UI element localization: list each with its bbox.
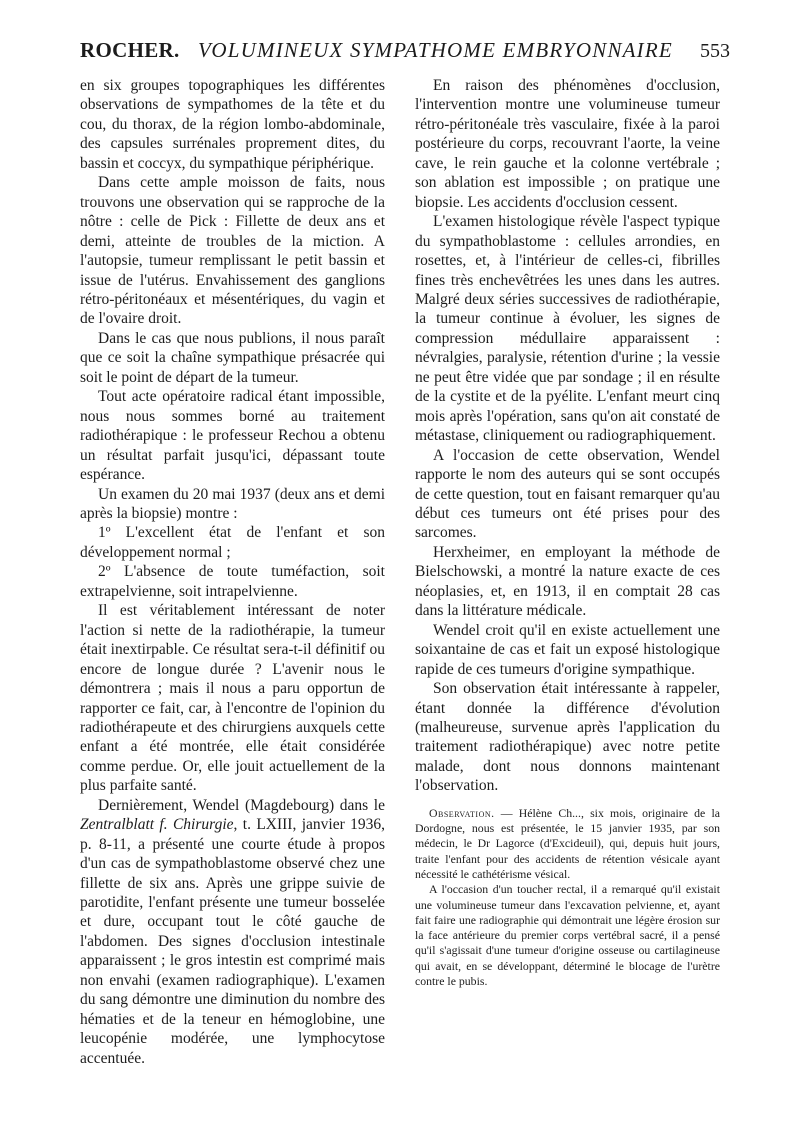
paragraph-examination-1937: Un examen du 20 mai 1937 (deux ans et demi après la biopsie) montre : bbox=[80, 485, 385, 522]
header-title: VOLUMINEUX SYMPATHOME EMBRYONNAIRE bbox=[198, 38, 673, 62]
paragraph-radiotherapy-treatment: Tout acte opératoire radical étant impossible, nous nous sommes borné au traitement radiothérapique : le professeur Rechou a obtenu un résultat parfait jusqu'ici, dépassant toute espérance. bbox=[80, 388, 385, 484]
journal-citation: Zentralblatt f. Chirurgie bbox=[80, 816, 234, 834]
wendel-intro: Dernièrement, Wendel (Magdebourg) dans le bbox=[98, 796, 385, 814]
paragraph-wendel-authors: A l'occasion de cette observation, Wendel rapporte le nom des auteurs qui se sont occupés de cette question, tout en faisant remarquer qu'au début ces tumeurs ont été prises pour des sarcomes. bbox=[415, 446, 720, 542]
paragraph-herxheimer: Herxheimer, en employant la méthode de Bielschowski, a montré la nature exacte de ces néoplasies, et, en 1913, il en comptait 28 cas dans la littérature médicale. bbox=[415, 543, 720, 620]
observation-paragraph-2: A l'occasion d'un toucher rectal, il a remarqué qu'il existait une volumineuse tumeur dans l'excavation pelvienne, et, ayant fait faire une radiographie qui démontrait une légère érosion sur la face antérieure du premier corps vertébral sacré, il a pensé qu'il s'agissait d'une tumeur d'origine osseuse ou cartilagineuse qui avait, en se développant, déterminé le blocage de l'urètre contre le pubis. bbox=[415, 882, 720, 989]
paragraph-finding-2: 2º L'absence de toute tuméfaction, soit extrapelvienne, soit intrapelvienne. bbox=[80, 563, 385, 600]
paragraph-wendel-study bbox=[80, 796, 385, 1068]
paragraph-wendel-cases: Wendel croit qu'il en existe actuellement une soixantaine de cas et fait un exposé histologique rapide de ces tumeurs d'origine sympathique. bbox=[415, 621, 720, 678]
observation-paragraph-1 bbox=[415, 806, 720, 882]
observation-text: — Hélène Ch..., six mois, originaire de la Dordogne, nous est présentée, le 15 janvier 1935, par son médecin, le Dr Lagorce (d'Excideuil), qui, depuis huit jours, traite l'enfant pour des accidents de rétention vésicale ayant nécessité le cathétérisme vésical. bbox=[415, 805, 720, 881]
page-number: 553 bbox=[700, 40, 730, 62]
paragraph-histology: L'examen histologique révèle l'aspect typique du sympathoblastome : cellules arrondies, en rosettes, et, à l'intérieur de celles-ci, fibrilles fines très enchevêtrées les unes dans les autres. Malgré deux séries successives de radiothérapie, la tumeur continue à évoluer, les signes de compression médullaire apparaissent : névralgies, paralysie, rétention d'urine ; la vessie ne peut être vidée que par sondage ; il en résulte de la cystite et de la pyélite. L'enfant meurt cinq mois après l'opération, sans qu'on ait constaté de métastase, cliniquement ou radiographiquement. bbox=[415, 213, 720, 445]
paragraph-occlusion-intervention: En raison des phénomènes d'occlusion, l'intervention montre une volumineuse tumeur rétro-péritonéale très vasculaire, fixée à la paroi postérieure du corps, recouvrant l'aorte, la veine cave, le rein gauche et la colonne vertébrale ; son ablation est impossible ; on pratique une biopsie. Les accidents d'occlusion cessent. bbox=[415, 77, 720, 211]
running-header bbox=[80, 38, 730, 68]
paragraph-observation-intro: Son observation était intéressante à rappeler, étant donnée la différence d'évolution (malheureuse, survenue après l'application du traitement radiothérapique) avec notre petite malade, dont nous donnons maintenant l'observation. bbox=[415, 680, 720, 795]
paragraph-topographic-groups: en six groupes topographiques les différentes observations de sympathomes de la tête et du cou, du thorax, de la région lombo-abdominale, des capsules surrénales proprement dites, du bassin et coccyx, du sympathique périphérique. bbox=[80, 77, 385, 172]
observation-label: Observation. bbox=[429, 805, 495, 820]
paragraph-radiotherapy-action: Il est véritablement intéressant de noter l'action si nette de la radiothérapie, la tumeur était inextirpable. Ce résultat sera-t-il définitif ou encore de longue durée ? L'avenir nous le démontrera ; mais il nous a paru opportun de rapporter ce fait, car, à l'encontre de l'opinion du radiothérapeute et des chirurgiens auxquels cette enfant a été montrée, elle était considérée comme perdue. Or, elle jouit actuellement de la plus parfaite santé. bbox=[80, 602, 385, 795]
paragraph-pick-observation: Dans cette ample moisson de faits, nous trouvons une observation qui se rapproche de la nôtre : celle de Pick : Fillette de deux ans et demi, atteinte de troubles de la miction. A l'autopsie, tumeur remplissant le petit bassin et issue de l'utérus. Envahissement des ganglions rétro-péritonéaux et mésentériques, du vagin et de l'ovaire droit. bbox=[80, 174, 385, 328]
header-author: ROCHER. bbox=[80, 38, 180, 62]
wendel-study-text: , t. LXIII, janvier 1936, p. 8-11, a présenté une courte étude à propos d'un cas de sympathoblastome observé chez une fillette de six ans. Après une grippe suivie de parotidite, l'enfant présente une tumeur bosselée et dure, occupant tout le côté gauche de l'abdomen. Des signes d'occlusion intestinale apparaissent ; le gros intestin est comprimé mais non envahi (examen radiographique). L'examen du sang démontre une diminution du nombre des hématies et de la teneur en hémoglobine, une leucopénie modérée, une lymphocytose accentuée. bbox=[80, 816, 385, 1067]
paragraph-presacral-chain: Dans le cas que nous publions, il nous paraît que ce soit la chaîne sympathique présacrée qui soit le point de départ de la tumeur. bbox=[80, 329, 385, 386]
paragraph-finding-1: 1º L'excellent état de l'enfant et son développement normal ; bbox=[80, 524, 385, 561]
right-column bbox=[415, 76, 720, 989]
left-column bbox=[80, 76, 385, 1068]
